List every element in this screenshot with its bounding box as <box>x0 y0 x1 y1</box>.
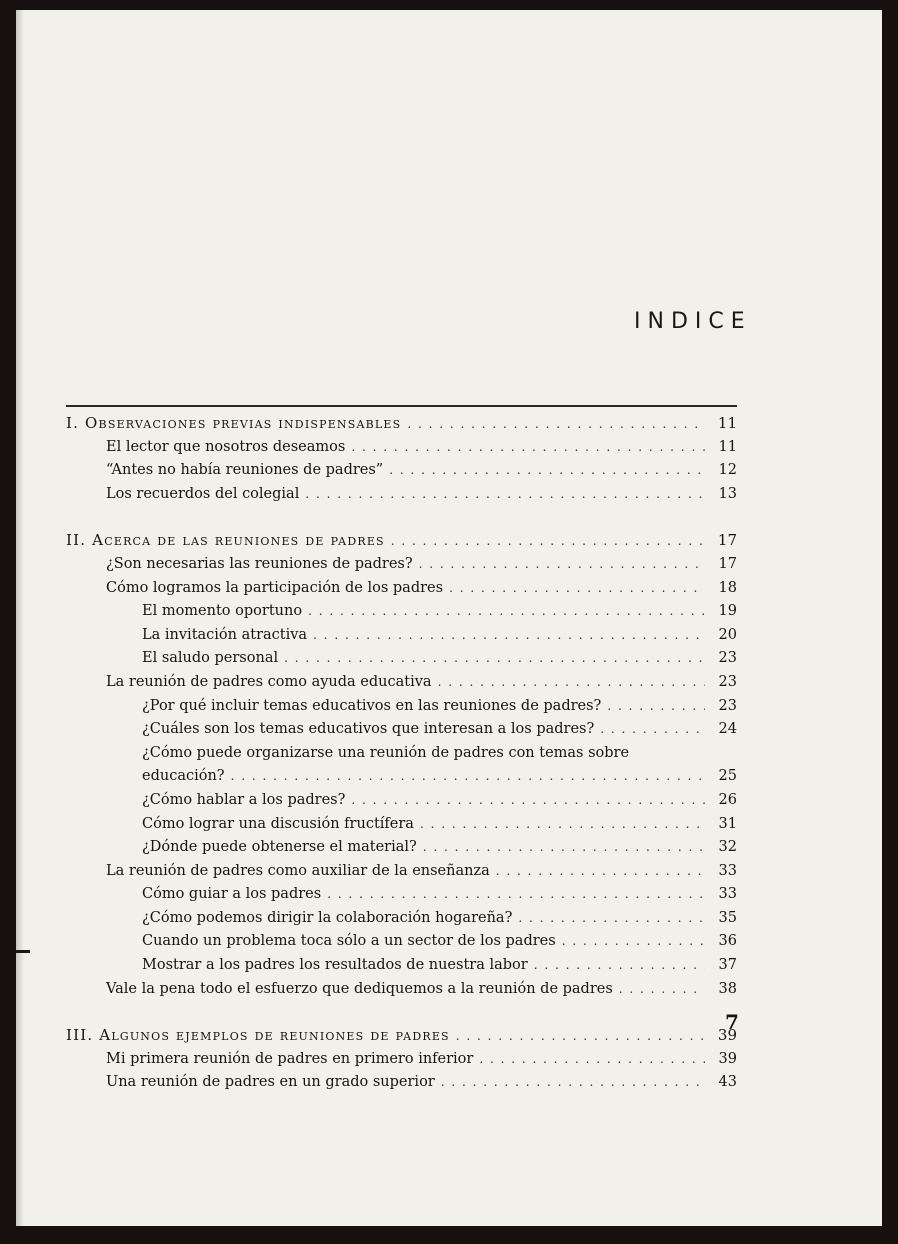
leader-dots <box>619 978 705 1002</box>
toc-entry[interactable] <box>66 1071 737 1095</box>
entry-page: 35 <box>718 909 737 926</box>
entry-page: 19 <box>718 603 737 620</box>
entry-page: 38 <box>718 980 737 997</box>
toc-subentry[interactable] <box>66 954 737 978</box>
toc-subentry[interactable] <box>66 718 737 742</box>
toc-entry[interactable] <box>66 553 737 577</box>
entry-label: La invitación atractiva <box>142 626 308 643</box>
entry-label: ¿Cómo puede organizarse una reunión de padres con temas sobre <box>142 744 630 761</box>
toc-subentry[interactable] <box>66 813 737 837</box>
entry-page: 25 <box>718 768 737 785</box>
leader-dots <box>438 671 705 695</box>
page-spine-shadow <box>16 10 24 1226</box>
entry-label: Vale la pena todo el esfuerzo que dediquemos a la reunión de padres <box>106 980 613 997</box>
leader-dots <box>419 553 705 577</box>
entry-page: 18 <box>718 579 737 596</box>
leader-dots <box>351 789 705 813</box>
entry-label: La reunión de padres como auxiliar de la enseñanza <box>106 862 490 879</box>
section-spacer <box>66 506 737 529</box>
toc-subentry[interactable] <box>66 695 737 719</box>
entry-page: 31 <box>718 815 737 832</box>
entry-label: ¿Cómo podemos dirigir la colaboración hogareña? <box>142 909 513 926</box>
entry-page: 23 <box>718 697 737 714</box>
entry-label: ¿Por qué incluir temas educativos en las reuniones de padres? <box>142 697 602 714</box>
leader-dots <box>420 813 705 837</box>
leader-dots <box>351 436 705 460</box>
toc-subentry[interactable] <box>66 907 737 931</box>
entry-label: Cuando un problema toca sólo a un sector de los padres <box>142 933 556 950</box>
leader-dots <box>600 718 705 742</box>
page-edge-mark <box>16 950 30 953</box>
leader-dots <box>562 930 705 954</box>
section-title: III. Algunos ejemplos de reuniones de padres <box>66 1026 450 1045</box>
leader-dots <box>496 860 705 884</box>
page-number: 7 <box>725 1010 739 1034</box>
leader-dots <box>534 954 705 978</box>
book-page <box>16 10 882 1226</box>
entry-label: La reunión de padres como ayuda educativa <box>106 673 432 690</box>
entry-page: 33 <box>718 886 737 903</box>
table-of-contents <box>66 412 737 1095</box>
bleed-through-texture <box>108 120 778 240</box>
entry-label: Mi primera reunión de padres en primero inferior <box>106 1050 474 1067</box>
entry-label: Cómo logramos la participación de los padres <box>106 579 444 596</box>
toc-entry[interactable] <box>66 671 737 695</box>
entry-page: 17 <box>718 555 737 572</box>
entry-page: 12 <box>718 462 737 479</box>
entry-page: 23 <box>718 650 737 667</box>
toc-subentry[interactable] <box>66 647 737 671</box>
title-rule <box>66 405 737 407</box>
section-page: 17 <box>717 531 737 550</box>
entry-label: ¿Son necesarias las reuniones de padres? <box>106 555 413 572</box>
section-page: 39 <box>717 1026 737 1045</box>
toc-section-2[interactable] <box>66 529 737 553</box>
entry-label: El saludo personal <box>142 650 279 667</box>
toc-subentry[interactable] <box>66 624 737 648</box>
entry-label: Cómo guiar a los padres <box>142 886 322 903</box>
entry-label: El momento oportuno <box>142 603 303 620</box>
toc-entry[interactable] <box>66 459 737 483</box>
entry-page: 20 <box>718 626 737 643</box>
page-title: INDICE <box>634 309 752 334</box>
entry-label: Una reunión de padres en un grado superior <box>106 1074 435 1091</box>
toc-entry[interactable] <box>66 978 737 1002</box>
toc-entry[interactable] <box>66 436 737 460</box>
entry-page: 26 <box>718 791 737 808</box>
toc-section-1[interactable] <box>66 412 737 436</box>
toc-section-3[interactable] <box>66 1024 737 1048</box>
entry-label: Mostrar a los padres los resultados de nuestra labor <box>142 957 528 974</box>
entry-page: 24 <box>718 721 737 738</box>
leader-dots <box>327 883 705 907</box>
section-title: I. Observaciones previas indispensables <box>66 414 402 432</box>
entry-label: “Antes no había reuniones de padres” <box>106 462 384 479</box>
toc-subentry[interactable] <box>66 765 737 789</box>
toc-subentry[interactable] <box>66 836 737 860</box>
entry-page: 37 <box>718 957 737 974</box>
entry-label: Cómo lograr una discusión fructífera <box>142 815 414 832</box>
entry-label: Los recuerdos del colegial <box>106 485 300 502</box>
toc-subentry-wrapped-line[interactable] <box>66 742 737 766</box>
entry-label-continued: educación? <box>142 768 225 785</box>
leader-dots <box>423 836 705 860</box>
section-spacer <box>66 1001 737 1024</box>
entry-page: 33 <box>718 862 737 879</box>
leader-dots <box>231 765 705 789</box>
leader-dots <box>407 413 705 437</box>
entry-page: 36 <box>718 933 737 950</box>
leader-dots <box>389 459 705 483</box>
entry-label: ¿Cuáles son los temas educativos que interesan a los padres? <box>142 721 595 738</box>
leader-dots <box>479 1048 705 1072</box>
leader-dots <box>391 530 705 554</box>
entry-page: 11 <box>718 438 737 455</box>
entry-page: 43 <box>718 1074 737 1091</box>
entry-label: ¿Cómo hablar a los padres? <box>142 791 346 808</box>
toc-entry[interactable] <box>66 577 737 601</box>
toc-subentry[interactable] <box>66 930 737 954</box>
leader-dots <box>518 907 705 931</box>
leader-dots <box>305 483 705 507</box>
toc-entry[interactable] <box>66 860 737 884</box>
leader-dots <box>284 647 705 671</box>
entry-label: ¿Dónde puede obtenerse el material? <box>142 839 417 856</box>
toc-subentry[interactable] <box>66 789 737 813</box>
toc-entry[interactable] <box>66 1048 737 1072</box>
toc-subentry[interactable] <box>66 883 737 907</box>
entry-page: 13 <box>718 485 737 502</box>
entry-page: 32 <box>718 839 737 856</box>
leader-dots <box>607 695 705 719</box>
leader-dots <box>456 1025 705 1049</box>
entry-page: 39 <box>718 1050 737 1067</box>
entry-label: El lector que nosotros deseamos <box>106 438 346 455</box>
toc-subentry[interactable] <box>66 600 737 624</box>
leader-dots <box>441 1071 705 1095</box>
leader-dots <box>313 624 705 648</box>
leader-dots <box>308 600 705 624</box>
toc-entry[interactable] <box>66 483 737 507</box>
leader-dots <box>449 577 705 601</box>
entry-page: 23 <box>718 673 737 690</box>
section-title: II. Acerca de las reuniones de padres <box>66 531 385 550</box>
section-page: 11 <box>717 414 737 432</box>
